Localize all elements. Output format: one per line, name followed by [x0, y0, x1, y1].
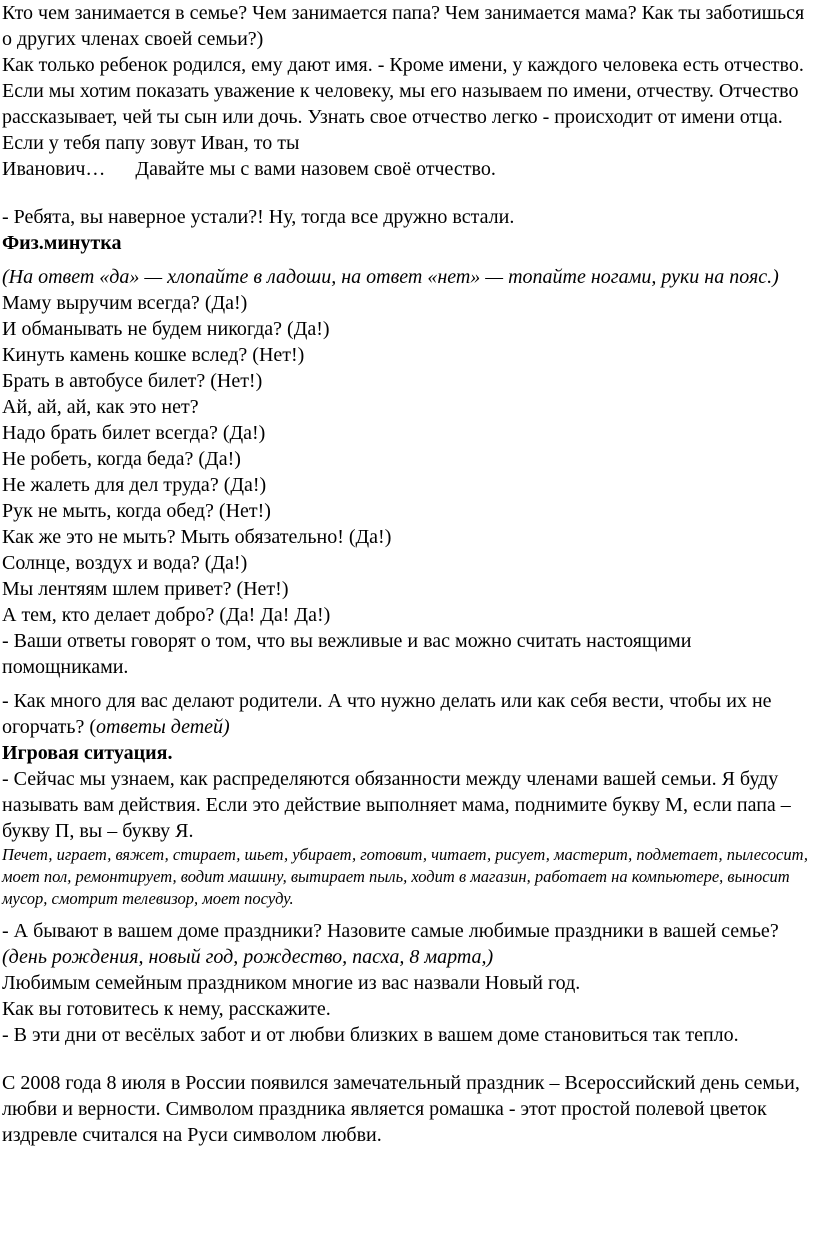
fizminutka-poem — [2, 290, 814, 628]
paragraph-holidays — [2, 918, 814, 970]
patronymic-text: Как только ребенок родился, ему дают имя. - Кроме имени, у каждого человека есть отчество. Если мы хотим показать уважение к человеку, мы его называем по имени, отчеству. Отчество рассказывает, чей ты сын или дочь. Узнать свое отчество легко - происходит от имени отца. Если у тебя папу зовут Иван, то ты — [2, 54, 804, 154]
parents-text: - Как много для вас делают родители. А что нужно делать или как себя вести, чтобы их не огорчать? ( — [2, 690, 772, 738]
holidays-answers: (день рождения, новый год, рождество, пасха, 8 марта,) — [2, 946, 494, 968]
poem-line: Не жалеть для дел труда? (Да!) — [2, 474, 267, 496]
poem-line: Не робеть, когда беда? (Да!) — [2, 448, 241, 470]
poem-line: А тем, кто делает добро? (Да! Да! Да!) — [2, 604, 331, 626]
patronymic-call: Давайте мы с вами назовем своё отчество. — [135, 158, 496, 180]
game-actions-list: Печет, играет, вяжет, стирает, шьет, убирает, готовит, читает, рисует, мастерит, подметает, пылесосит, моет пол, ремонтирует, водит машину, вытирает пыль, ходит в магазин, работает на компьютере, выносит мусор, смотрит телевизор, моет посуду. — [2, 845, 809, 908]
poem-line: Как же это не мыть? Мыть обязательно! (Да!) — [2, 526, 392, 548]
document-body — [2, 0, 814, 1148]
paragraph-helpers: - Ваши ответы говорят о том, что вы вежливые и вас можно считать настоящими помощниками. — [2, 630, 692, 678]
poem-line: Ай, ай, ай, как это нет? — [2, 396, 199, 418]
poem-line: Солнце, воздух и вода? (Да!) — [2, 552, 248, 574]
patronymic-example: Иванович… — [2, 158, 106, 180]
poem-line: Брать в автобусе билет? (Нет!) — [2, 370, 263, 392]
paragraph-parents — [2, 688, 814, 740]
fizminutka-instructions: (На ответ «да» — хлопайте в ладоши, на ответ «нет» — топайте ногами, руки на пояс.) — [2, 266, 779, 288]
paragraph-family-day: С 2008 года 8 июля в России появился замечательный праздник – Всероссийский день семьи, любви и верности. Символом праздника является ромашка - этот простой полевой цветок издревле считался на Руси символом любви. — [2, 1072, 800, 1146]
game-instructions: - Сейчас мы узнаем, как распределяются обязанности между членами вашей семьи. Я буду называть вам действия. Если это действие выполняет мама, поднимите букву М, если папа – букву П, вы – букву Я. — [2, 768, 791, 842]
fizminutka-heading: Физ.минутка — [2, 232, 122, 254]
poem-line: И обманывать не будем никогда? (Да!) — [2, 318, 330, 340]
parents-answer-note: ответы детей) — [96, 716, 230, 738]
poem-line: Рук не мыть, когда обед? (Нет!) — [2, 500, 271, 522]
paragraph-new-year: Любимым семейным праздником многие из вас назвали Новый год. — [2, 972, 581, 994]
paragraph-family-roles: Кто чем занимается в семье? Чем занимается папа? Чем занимается мама? Как ты заботишься о других членах своей семьи?) — [2, 2, 805, 50]
holidays-text: - А бывают в вашем доме праздники? Назовите самые любимые праздники в вашей семье? — [2, 920, 779, 942]
poem-line: Надо брать билет всегда? (Да!) — [2, 422, 266, 444]
paragraph-tired: - Ребята, вы наверное устали?! Ну, тогда все дружно встали. — [2, 206, 515, 228]
paragraph-prepare: Как вы готовитесь к нему, расскажите. — [2, 998, 331, 1020]
poem-line: Мы лентяям шлем привет? (Нет!) — [2, 578, 289, 600]
paragraph-warm-home: - В эти дни от весёлых забот и от любви близких в вашем доме становиться так тепло. — [2, 1024, 739, 1046]
game-heading: Игровая ситуация. — [2, 742, 173, 764]
poem-line: Кинуть камень кошке вслед? (Нет!) — [2, 344, 305, 366]
paragraph-patronymic — [2, 52, 814, 182]
poem-line: Маму выручим всегда? (Да!) — [2, 292, 248, 314]
